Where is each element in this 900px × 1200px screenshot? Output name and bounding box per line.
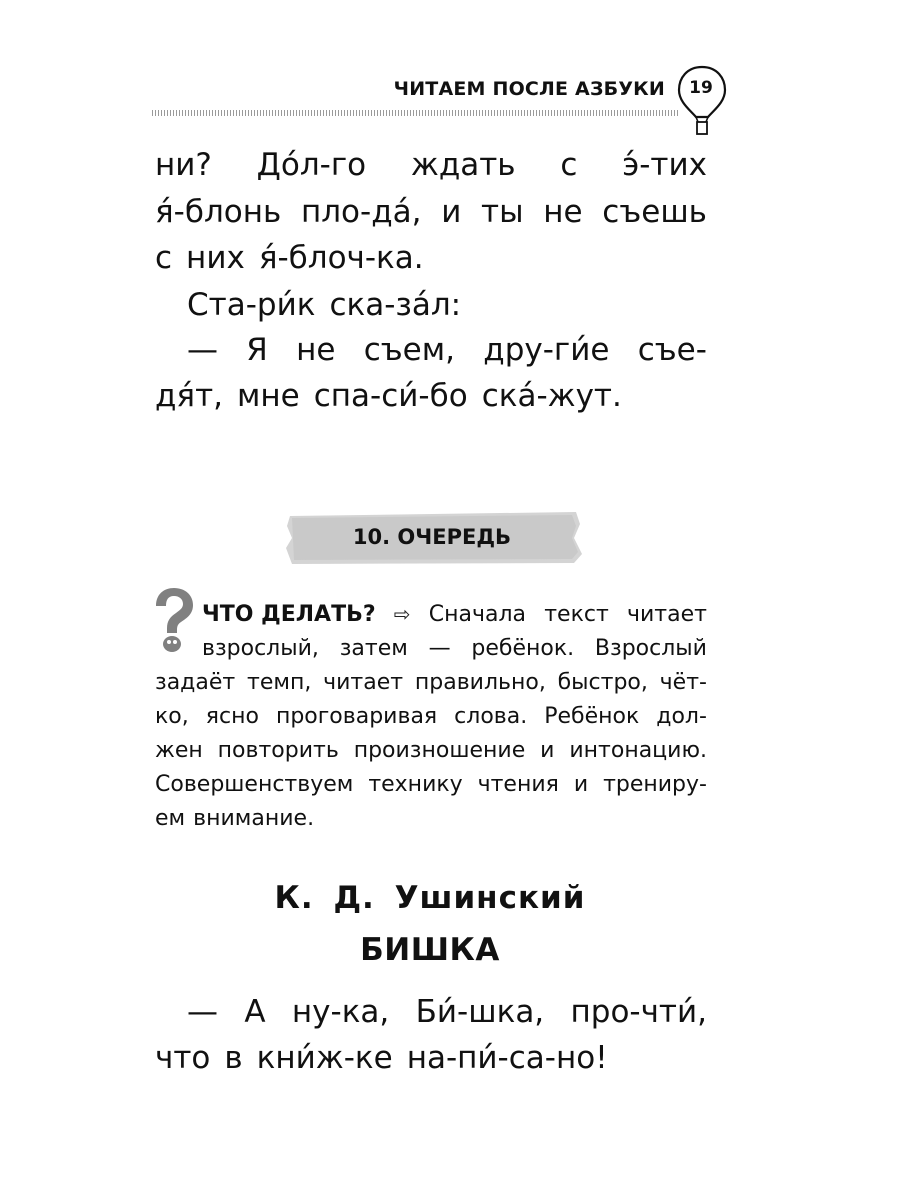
word: дру-ги́е [483, 332, 610, 368]
word: не [543, 194, 583, 230]
word: задаёт [155, 669, 236, 695]
story-title: БИШКА [360, 932, 500, 968]
word: них [186, 240, 245, 276]
word: быстро, [557, 669, 648, 695]
word: А [244, 994, 266, 1030]
word: затем [339, 635, 408, 661]
word: дол- [656, 703, 707, 729]
word: спа-си́-бо [313, 378, 468, 414]
word: ска́-жут. [481, 378, 622, 414]
word: ни? [155, 147, 212, 183]
word: Ребёнок [544, 703, 640, 729]
word: слова. [454, 703, 528, 729]
word: пло-да́, [300, 194, 422, 230]
instructions-line-5 [155, 734, 707, 766]
word: взрослый, [202, 635, 319, 661]
word: ясно [205, 703, 259, 729]
word: ем [155, 805, 186, 831]
instructions-line-6 [155, 768, 707, 800]
word: ну-ка, [291, 994, 390, 1030]
word: съе- [637, 332, 707, 368]
word: повторить [217, 737, 339, 763]
word: съешь [602, 194, 707, 230]
word: Совершенствуем [155, 771, 354, 797]
word: и [573, 771, 589, 797]
word: трениру- [603, 771, 707, 797]
word: ко, [155, 703, 189, 729]
question-mark-icon [150, 586, 198, 656]
word: интонацию. [569, 737, 707, 763]
word: чёт- [659, 669, 707, 695]
word: — [187, 332, 218, 368]
section-title: 10. ОЧЕРЕДЬ [352, 525, 512, 549]
word: чтения [477, 771, 559, 797]
word: я́-блоч-ка. [258, 240, 424, 276]
word: текст [544, 601, 609, 627]
word: До́л-го [256, 147, 367, 183]
word: проговаривая [275, 703, 438, 729]
word: съем, [363, 332, 455, 368]
word: в [224, 1040, 243, 1076]
instructions-line-7 [155, 802, 707, 834]
story-line-6 [155, 374, 707, 418]
story-line-5 [187, 328, 707, 372]
word: с [560, 147, 578, 183]
word: мне [237, 378, 300, 414]
running-header-title: ЧИТАЕМ ПОСЛЕ АЗБУКИ [393, 78, 665, 100]
word: про-чти́, [570, 994, 707, 1030]
word: Ста-ри́к [187, 287, 316, 323]
story-line-2 [155, 190, 707, 234]
word: на-пи́-са-но! [406, 1040, 608, 1076]
instructions-label: ЧТО ДЕЛАТЬ? [202, 601, 376, 627]
word: произношение [353, 737, 526, 763]
word: читает [323, 669, 404, 695]
author-name: К. Д. Ушинский [274, 880, 586, 916]
word: и [441, 194, 462, 230]
word: и [540, 737, 555, 763]
word: внимание. [193, 805, 315, 831]
story-line-4 [187, 283, 739, 327]
balloon-icon [674, 64, 730, 138]
word: ты [481, 194, 524, 230]
word: я́-блонь [155, 194, 282, 230]
word: ждать [410, 147, 516, 183]
instructions-line-4 [155, 700, 707, 732]
word: правильно, [414, 669, 546, 695]
instructions-line-2 [202, 632, 707, 664]
word: Би́-шка, [415, 994, 545, 1030]
word: дя́т, [155, 378, 223, 414]
word: — [187, 994, 218, 1030]
word: — [428, 635, 451, 661]
page-number: 19 [689, 78, 713, 98]
story-line-3 [155, 236, 707, 280]
instructions-line-1 [202, 598, 707, 630]
word: кни́ж-ке [256, 1040, 393, 1076]
story-line-1 [155, 143, 707, 187]
word: ребёнок. [471, 635, 575, 661]
word: с [155, 240, 173, 276]
word: Взрослый [594, 635, 707, 661]
word: темп, [247, 669, 312, 695]
instructions-line-3 [155, 666, 707, 698]
word: э́-тих [622, 147, 707, 183]
word: не [296, 332, 336, 368]
word: Я [246, 332, 268, 368]
story-line-8 [155, 1036, 707, 1080]
word: технику [368, 771, 463, 797]
header-dotted-rule [152, 110, 680, 116]
word: что [155, 1040, 211, 1076]
arrow-right-icon: ⇨ [393, 602, 411, 626]
word: Сначала [428, 601, 527, 627]
word: ска-за́л: [329, 287, 462, 323]
word: жен [155, 737, 203, 763]
story-line-7 [187, 990, 707, 1034]
word: читает [627, 601, 707, 627]
